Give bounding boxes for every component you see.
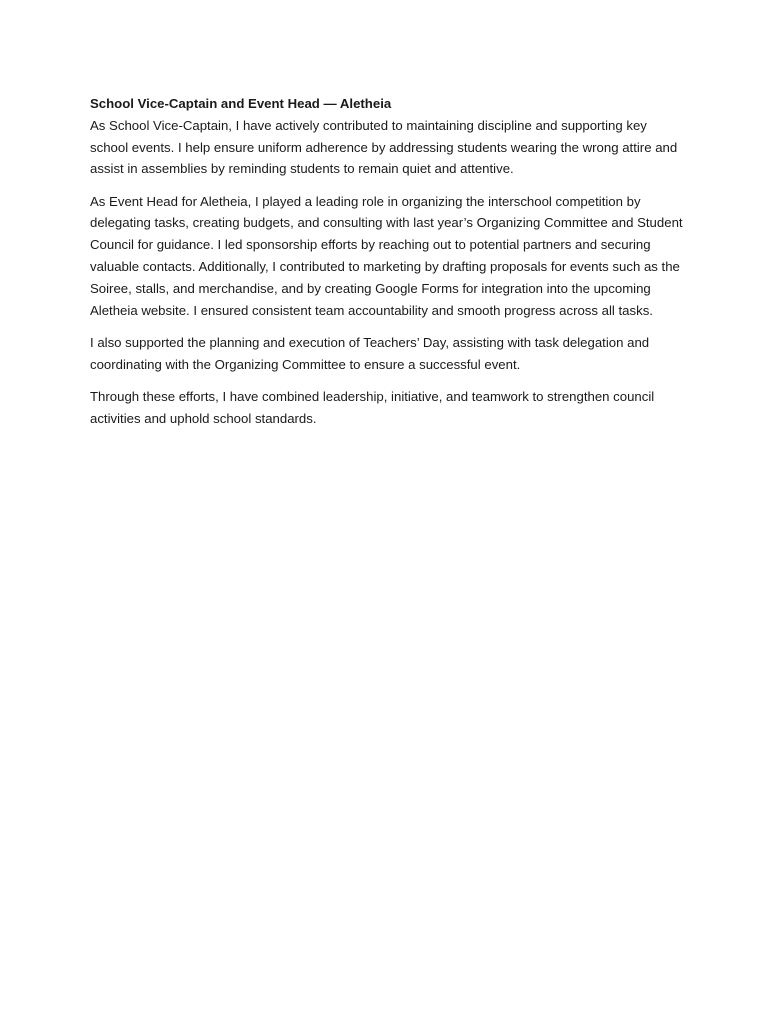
paragraph-teachers-day: I also supported the planning and execution of Teachers’ Day, assisting with task delegation and coordinating with the Organizing Committee to ensure a successful event.: [90, 334, 650, 372]
paragraph-conclusion: Through these efforts, I have combined leadership, initiative, and teamwork to strengthen council activities and uphold school standards.: [90, 389, 655, 426]
paragraph-vice-captain: As School Vice-Captain, I have actively contributed to maintaining discipline and supporting key school events. I help ensure uniform adherence by addressing students wearing the wrong attire and assist in assemblies by reminding students to remain quiet and attentive.: [90, 117, 678, 177]
document-body: [90, 93, 684, 440]
section-heading: School Vice-Captain and Event Head — Aletheia: [90, 96, 392, 111]
paragraph-event-head: As Event Head for Aletheia, I played a leading role in organizing the interschool competition by delegating tasks, creating budgets, and consulting with last year’s Organizing Committee and Student Council for guidance. I led sponsorship efforts by reaching out to potential partners and securing valuable contacts. Additionally, I contributed to marketing by drafting proposals for events such as the Soiree, stalls, and merchandise, and by creating Google Forms for integration into the upcoming Aletheia website. I ensured consistent team accountability and smooth progress across all tasks.: [90, 193, 683, 318]
